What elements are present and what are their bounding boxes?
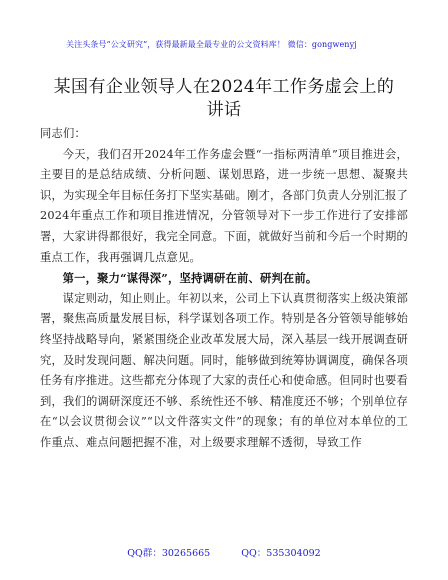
document-title: 某国有企业领导人在2024年工作务虚会上的讲话 (53, 77, 395, 120)
salutation: 同志们： (40, 127, 86, 140)
qq-group-text: QQ群：30265665 (127, 548, 211, 559)
promo-banner: 关注头条号“公文研究”，获得最新最全最专业的公文资料库！ 微信：gongwenyj (66, 40, 357, 49)
qq-text: QQ：535304092 (241, 548, 321, 559)
section-heading: 第一，聚力“谋得深”，坚持调研在前、研判在前。 (62, 271, 318, 286)
intro-paragraph: 今天，我们召开2024年工作务虚会暨“一指标两清单”项目推进会，主要目的是总结成绩、分析问题、谋划思路，进一步统一思想、凝聚共识，为实现全年目标任务打下坚实基础。刚才，各部门负责人分别汇报了2024年重点工作和项目推进情况，分管领导对下一步工作进行了安排部署，大家讲得都很好，我完全同意。下面，就做好当前和今后一个时期的重点工作，我再强调几点意见。 (40, 147, 408, 264)
contact-footer (0, 545, 448, 559)
section-paragraph: 谋定则动，知止则止。年初以来，公司上下认真贯彻落实上级决策部署，聚焦高质量发展目标，科学谋划各项工作。特别是各分管领导能够始终坚持战略导向，紧紧围绕企业改革发展大局，深入基层一线开展调查研究，及时发现问题、解决问题。同时，能够做到统筹协调调度，确保各项任务有序推进。这些都充分体现了大家的责任心和使命感。但同时也要看到，我们的调研深度还不够、系统性还不够、精准度还不够；个别单位存在“以会议贯彻会议”“以文件落实文件”的现象；有的单位对本单位的工作重点、难点问题把握不准，对上级要求理解不透彻，导致工作 (40, 291, 408, 449)
document-body (40, 124, 408, 454)
